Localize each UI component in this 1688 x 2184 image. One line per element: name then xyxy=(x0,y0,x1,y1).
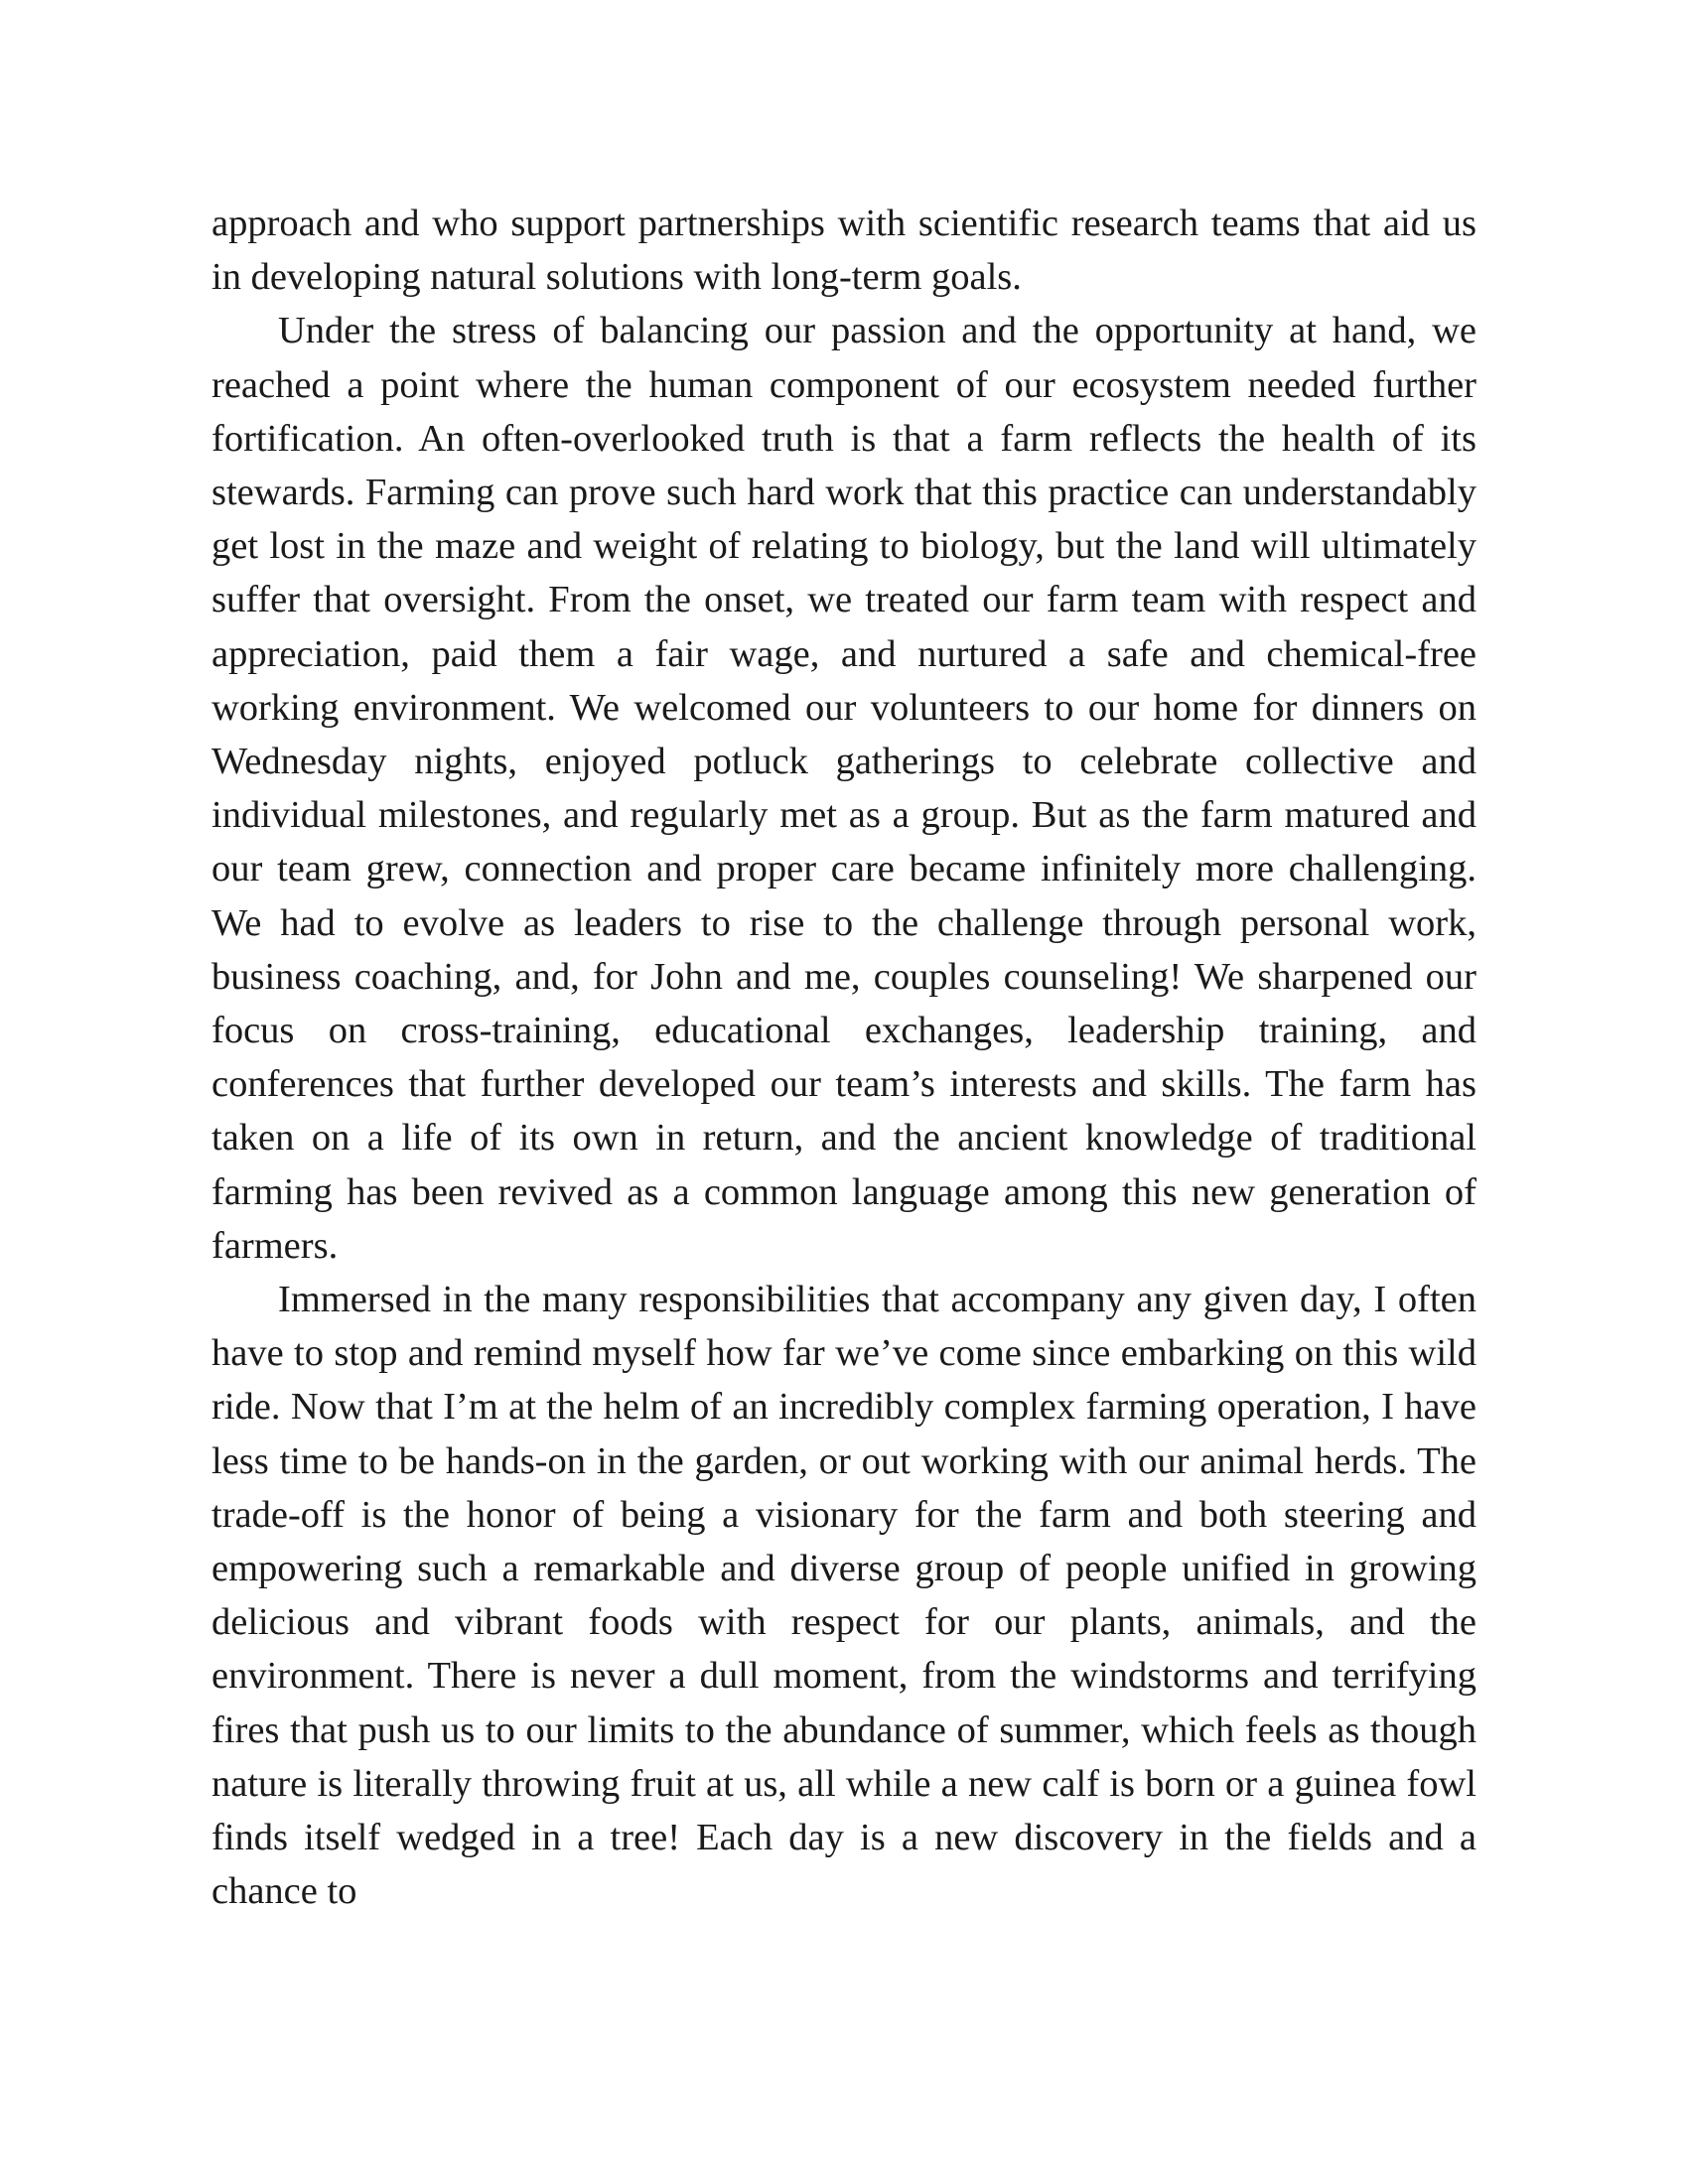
body-text xyxy=(211,197,1477,1919)
paragraph-continuation: approach and who support partnerships with scientific research teams that aid us in developing natural solutions with long-term goals. xyxy=(211,203,1477,299)
paragraph-human-component: Under the stress of balancing our passion and the opportunity at hand, we reached a point where the human component of our ecosystem needed further fortification. An often-overlooked truth is that a farm reflects the health of its stewards. Farming can prove such hard work that this practice can understandably get lost in the maze and weight of relating to biology, but the land will ultimately suffer that oversight. From the onset, we treated our farm team with respect and appreciation, paid them a fair wage, and nurtured a safe and chemical-free working environment. We welcomed our volunteers to our home for dinners on Wednesday nights, enjoyed potluck gatherings to celebrate collective and individual milestones, and regularly met as a group. But as the farm matured and our team grew, connection and proper care became infinitely more challenging. We had to evolve as leaders to rise to the challenge through personal work, business coaching, and, for John and me, couples counseling! We sharpened our focus on cross-training, educational exchanges, leadership training, and conferences that further developed our team’s interests and skills. The farm has taken on a life of its own in return, and the ancient knowledge of traditional farming has been revived as a common language among this new generation of farmers. xyxy=(211,310,1477,1267)
paragraph-responsibilities: Immersed in the many responsibilities that accompany any given day, I often have to stop and remind myself how far we’ve come since embarking on this wild ride. Now that I’m at the helm of an incredibly complex farming operation, I have less time to be hands-on in the garden, or out working with our animal herds. The trade-off is the honor of being a visionary for the farm and both steering and empowering such a remarkable and diverse group of people unified in growing delicious and vibrant foods with respect for our plants, animals, and the environment. There is never a dull moment, from the windstorms and terrifying fires that push us to our limits to the abundance of summer, which feels as though nature is literally throwing fruit at us, all while a new calf is born or a guinea fowl finds itself wedged in a tree! Each day is a new discovery in the fields and a chance to xyxy=(211,1279,1477,1913)
